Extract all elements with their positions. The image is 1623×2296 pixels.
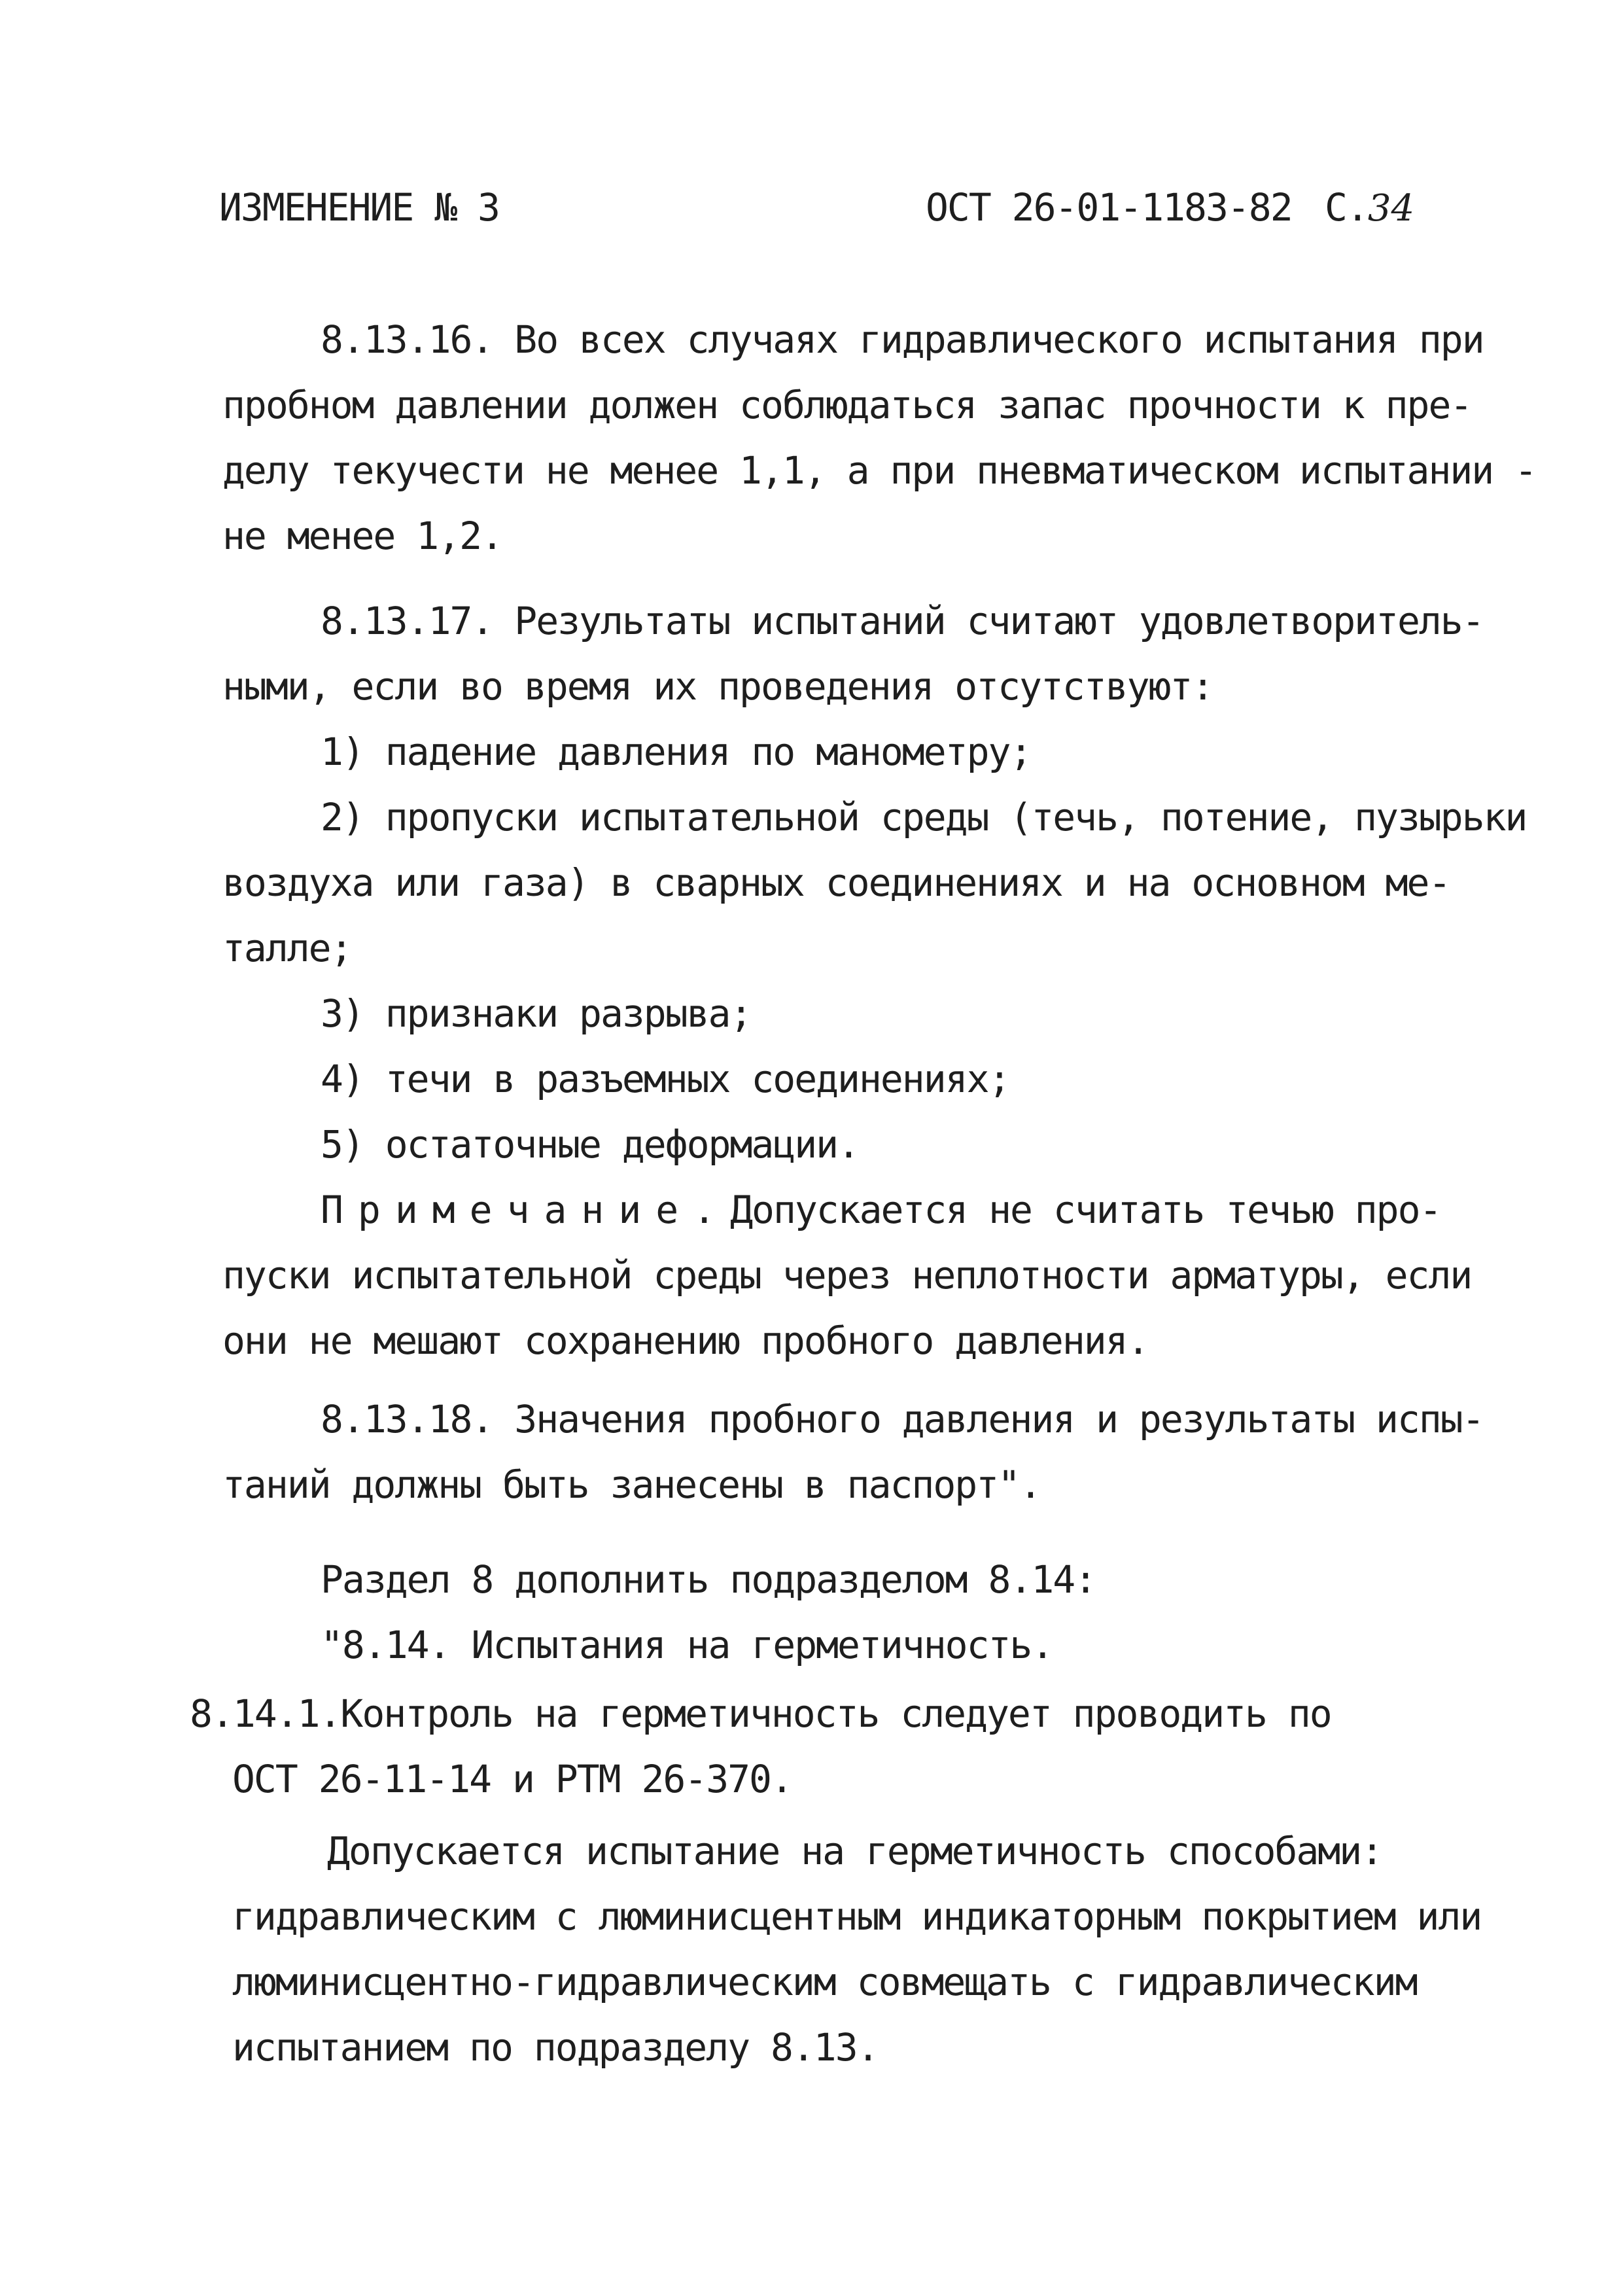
- page-prefix: С.: [1325, 185, 1368, 230]
- text-line: они не мешают сохранению пробного давления.: [222, 1318, 1149, 1363]
- text-line: таний должны быть занесены в паспорт".: [222, 1462, 1041, 1507]
- list-item: 1) падение давления по манометру;: [321, 730, 1032, 774]
- text-line: 8.14.1.Контроль на герметичность следует проводить по: [190, 1691, 1331, 1736]
- list-item: 3) признаки разрыва;: [321, 991, 752, 1036]
- note-text: Допускается не считать течью про-: [730, 1188, 1441, 1232]
- text-line: воздуха или газа) в сварных соединениях и на основном ме-: [222, 860, 1450, 905]
- text-line: 8.13.16. Во всех случаях гидравлического испытания при: [321, 317, 1484, 362]
- text-line: Раздел 8 дополнить подразделом 8.14:: [321, 1557, 1096, 1602]
- text-line: Допускается испытание на герметичность способами:: [327, 1829, 1383, 1873]
- text-line: талле;: [222, 926, 352, 970]
- text-line: не менее 1,2.: [222, 514, 502, 558]
- text-line: испытанием по подразделу 8.13.: [232, 2025, 879, 2070]
- page-label: [1325, 185, 1415, 230]
- text-line: ОСТ 26-11-14 и РТМ 26-370.: [232, 1757, 792, 1801]
- list-item: 4) течи в разъемных соединениях;: [321, 1057, 1010, 1101]
- text-line: делу текучести не менее 1,1, а при пневматическом испытании -: [222, 448, 1537, 493]
- list-item: 5) остаточные деформации.: [321, 1122, 859, 1167]
- page-number: 34: [1367, 187, 1415, 230]
- text-line: 8.13.18. Значения пробного давления и результаты испы-: [321, 1397, 1484, 1441]
- change-number: ИЗМЕНЕНИЕ № 3: [219, 185, 499, 230]
- text-line: 8.13.17. Результаты испытаний считают удовлетворитель-: [321, 599, 1484, 643]
- subsection-title: "8.14. Испытания на герметичность.: [321, 1623, 1053, 1667]
- list-item: 2) пропуски испытательной среды (течь, потение, пузырьки: [321, 795, 1527, 839]
- note-label: Примечание.: [321, 1188, 731, 1232]
- text-line: ными, если во время их проведения отсутствуют:: [222, 664, 1213, 709]
- text-line: пуски испытательной среды через неплотности арматуры, если: [222, 1253, 1472, 1298]
- text-line: люминисцентно-гидравлическим совмещать с гидравлическим: [232, 1960, 1417, 2004]
- standard-code: ОСТ 26-01-1183-82: [926, 185, 1292, 230]
- text-line: пробном давлении должен соблюдаться запас прочности к пре-: [222, 383, 1472, 427]
- text-line: гидравлическим с люминисцентным индикаторным покрытием или: [232, 1894, 1482, 1939]
- note-first-line: [321, 1188, 1441, 1232]
